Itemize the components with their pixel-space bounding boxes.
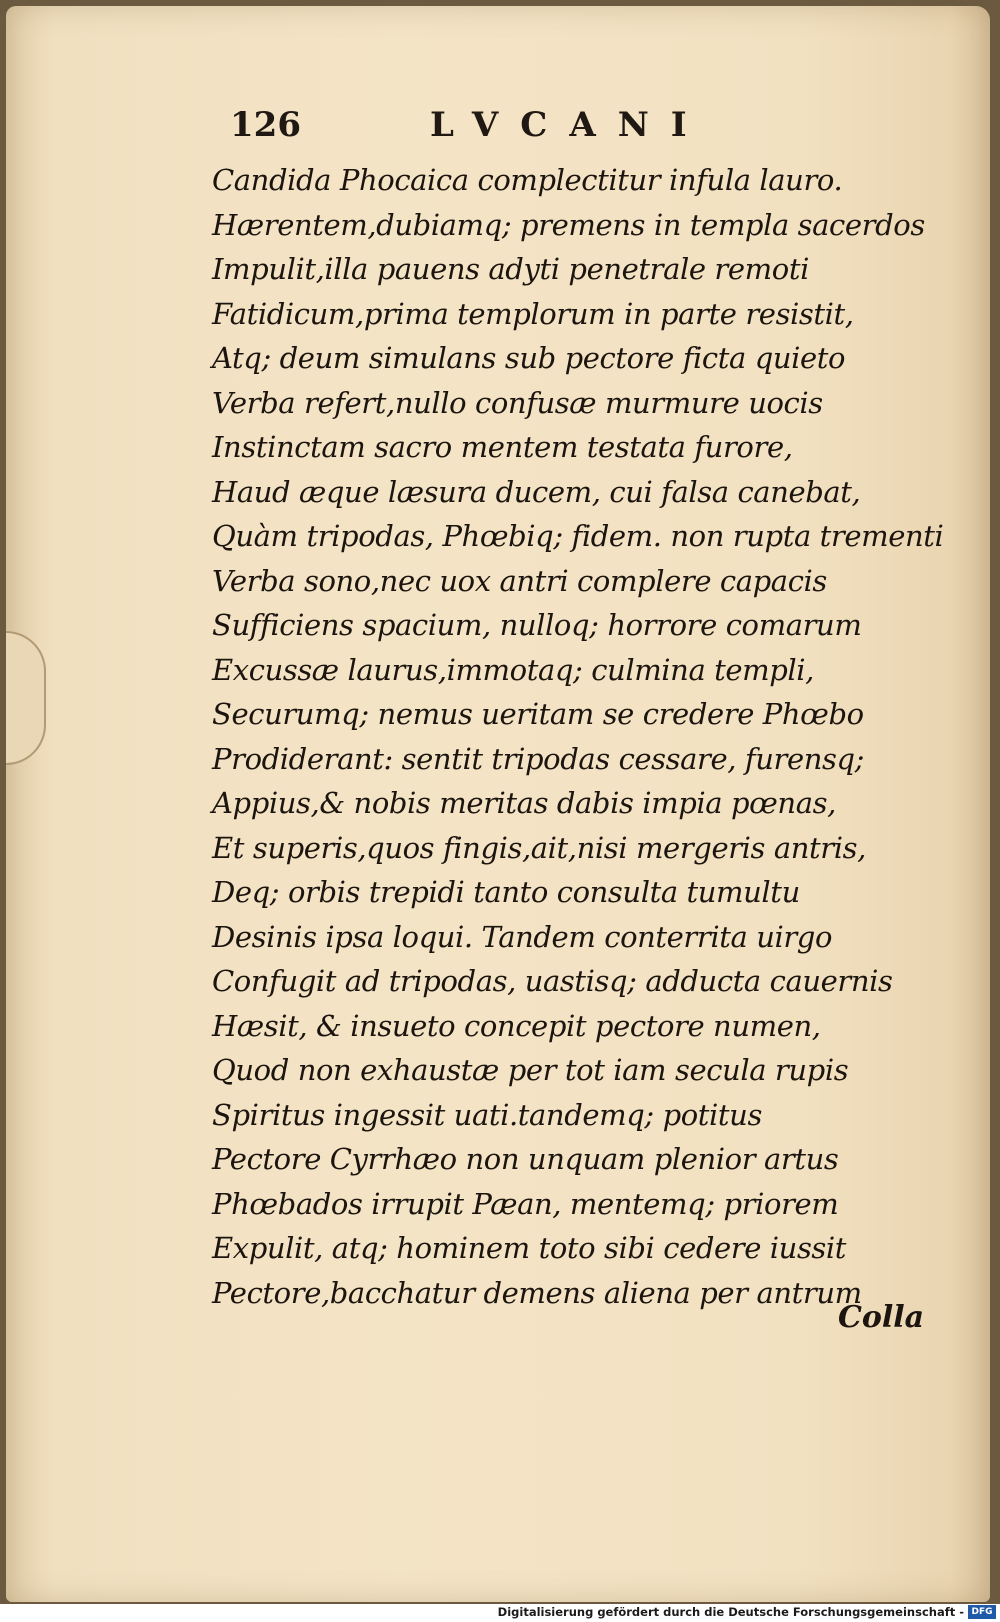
verse-line: Desinis ipsa loqui. Tandem conterrita uirgo (212, 919, 833, 954)
page-number: 126 (230, 105, 301, 145)
verse-line: Haud æque læsura ducem, cui falsa canebat, (212, 474, 861, 509)
verse-line: Impulit,illa pauens adyti penetrale remoti (212, 252, 809, 286)
verse-line: Phœbados irrupit Pæan, mentemq; priorem (212, 1186, 839, 1221)
verse-line: Excussæ laurus,immotaq; culmina templi, (212, 652, 814, 687)
dfg-logo: DFG (968, 1605, 996, 1619)
verse-line: Pectore Cyrrhæo non unquam plenior artus (212, 1142, 839, 1176)
verse-line: Instinctam sacro mentem testata furore, (212, 430, 793, 464)
verse-line: Verba refert,nullo confusæ murmure uocis (212, 385, 823, 420)
verse-line: Atq; deum simulans sub pectore ficta quieto (212, 341, 846, 375)
verse-list (212, 158, 944, 1315)
verse-line: Candida Phocaica complectitur infula lauro. (212, 163, 843, 197)
digitization-footer (0, 1604, 1000, 1622)
verse-line: Sufficiens spacium, nulloq; horrore comarum (212, 608, 862, 642)
page-header (230, 105, 870, 155)
verse-line: Prodiderant: sentit tripodas cessare, furensq; (212, 741, 865, 776)
verse-line: Quàm tripodas, Phœbiq; fidem. non rupta trementi (212, 519, 944, 553)
catchword: Colla (838, 1300, 925, 1335)
verse-line: Spiritus ingessit uati.tandemq; potitus (212, 1097, 762, 1132)
verse-line: Verba sono,nec uox antri complere capacis (212, 563, 827, 598)
verse-line: Securumq; nemus ueritam se credere Phœbo (212, 697, 864, 731)
page-clip-tab (6, 631, 46, 765)
funding-credit: Digitalisierung gefördert durch die Deutsche Forschungsgemeinschaft - (497, 1605, 964, 1619)
verse-line: Fatidicum,prima templorum in parte resistit, (212, 296, 854, 331)
verse-line: Et superis,quos fingis,ait,nisi mergeris antris, (212, 830, 866, 865)
verse-line: Deq; orbis trepidi tanto consulta tumultu (212, 875, 800, 909)
verse-line: Hæsit, & insueto concepit pectore numen, (212, 1008, 821, 1043)
verse-line: Pectore,bacchatur demens aliena per antrum (212, 1275, 862, 1310)
running-title: LVCANI (430, 105, 709, 145)
verse-line: Hærentem,dubiamq; premens in templa sacerdos (212, 207, 925, 242)
verse-line: Expulit, atq; hominem toto sibi cedere iussit (212, 1231, 847, 1265)
verse-line: Quod non exhaustæ per tot iam secula rupis (212, 1053, 849, 1087)
verse-line: Appius,& nobis meritas dabis impia pœnas, (212, 786, 836, 820)
verse-line: Confugit ad tripodas, uastisq; adducta cauernis (212, 964, 893, 998)
